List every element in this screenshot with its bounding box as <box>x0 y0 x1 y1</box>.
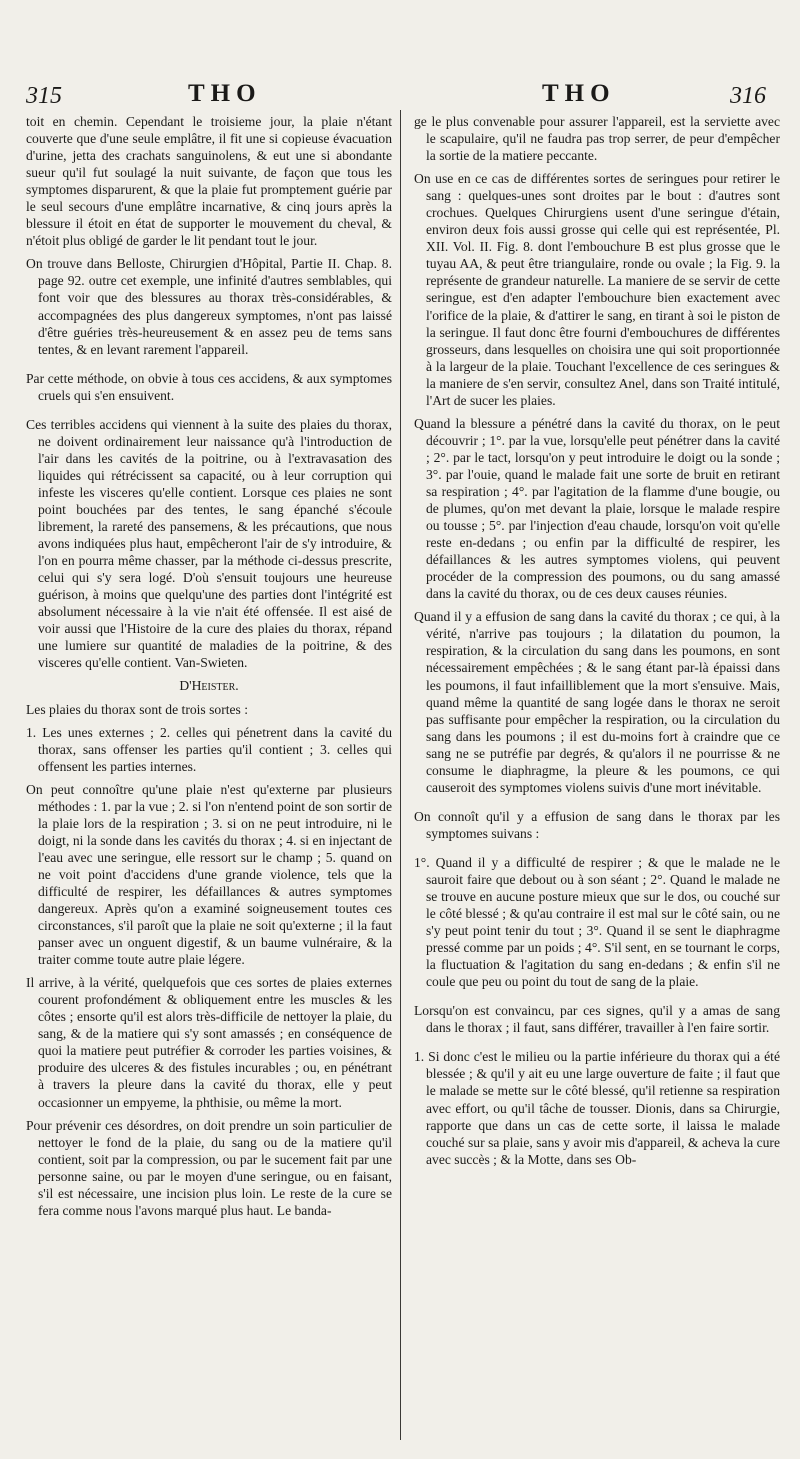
left-running-head: THO <box>188 80 262 107</box>
paragraph: Pour prévenir ces désordres, on doit prendre un soin particulier de nettoyer le fond de la plaie, du sang ou de la matiere qu'il contient, soit par la compression, ou par le sucement fait par une personne saine, ou par le moyen d'une seringue, ou en faisant, s'il est nécessaire, une incision plus loin. Le reste de la cure se fera comme nous l'avons marqué plus haut. Le banda- <box>26 1117 392 1218</box>
right-running-head: THO <box>542 80 616 107</box>
paragraph: On trouve dans Belloste, Chirurgien d'Hôpital, Partie II. Chap. 8. page 92. outre cet exemple, une infinité d'autres semblables, qui font voir que des blessures au thorax très-considérables, & accompagnées des plus dangereux symptomes, n'ont pas laissé d'être guéries très-heureusement & en assez peu de tems sans tentes, & en levant rarement l'appareil. <box>26 256 392 357</box>
paragraph: Quand il y a effusion de sang dans la cavité du thorax ; ce qui, à la vérité, n'arrive pas toujours ; la dilatation du poumon, la respiration, & la circulation du sang dans les poumons, en sont nécessairement empêchées ; & le sang étant par-là épaissi dans les poumons, il faut infailliblement que la mort s'ensuive. Mais, quand même la quantité de sang logée dans le thorax ne seroit pas suffisante pour empêcher la respiration, ou la circulation du sang dans les poumons ; il est du-moins fort à craindre que ce sang ne se putréfie par degrés, & qu'alors il ne pourrisse & ne consume le diaphragme, la pleure & les poumons, ce qui causeroit des symptomes violens suivis d'une mort inévitable. <box>414 609 780 795</box>
paragraph: 1. Les unes externes ; 2. celles qui pénetrent dans la cavité du thorax, sans offenser les parties qu'il contient ; 3. celles qui offensent les parties internes. <box>26 724 392 774</box>
paragraph: Lorsqu'on est convaincu, par ces signes, qu'il y a amas de sang dans le thorax ; il faut, sans différer, travailler à l'en faire sortir. <box>414 1003 780 1036</box>
paragraph: ge le plus convenable pour assurer l'appareil, est la serviette avec le scapulaire, qu'il ne faudra pas trop serrer, de peur d'empêcher la sortie de la matiere peccante. <box>414 114 780 164</box>
paragraph: Quand la blessure a pénétré dans la cavité du thorax, on le peut découvrir ; 1°. par la vue, lorsqu'elle peut pénétrer dans la cavité ; 2°. par le tact, lorsqu'on y peut introduire le doigt ou la sonde ; 3°. par l'ouie, quand le malade fait une sorte de bruit en retirant sa respiration ; 4°. par l'agitation de la flamme d'une bougie, ou de plumes, qu'on met devant la plaie, lorsque le malade respire ou tousse ; 5°. par l'injection d'eau chaude, lorsqu'on voit qu'elle reste en-dedans ; ou enfin par la difficulté de respirer, les défaillances & les autres symptomes violens, qui peuvent procéder de la compression des poumons, ou du sang amassé dans la cavité du thorax, ou de ces deux causes réunies. <box>414 415 780 602</box>
paragraph: On connoît qu'il y a effusion de sang dans le thorax par les symptomes suivans : <box>414 808 780 841</box>
column-divider <box>400 110 401 1440</box>
right-column <box>414 113 780 1174</box>
paragraph: On use en ce cas de différentes sortes de seringues pour retirer le sang : quelques-unes sont droites par le bout : d'autres sont crochues. Quelques Chirurgiens usent d'une seringue d'étain, environ deux fois aussi grosse qui celle qui est représentée, Pl. XII. Vol. II. Fig. 8. dont l'embouchure B est plus grosse que le tuyau AA, & peut être triangulaire, ronde ou ovale ; la Fig. 9. la représente de grandeur naturelle. La maniere de se servir de cette seringue, est d'en adapter l'embouchure bien exactement avec l'orifice de la plaie, & d'attirer le sang, en tirant à soi le piston de la seringue. Il faut donc être fourni d'embouchures de différentes grosseurs, dans lesquelles on choisira une qui soit proportionnée à la largeur de la plaie. Touchant l'excellence de ces seringues & la maniere de s'en servir, consultez Anel, dans son Traité intitulé, l'Art de sucer les plaies. <box>414 171 780 408</box>
paragraph: toit en chemin. Cependant le troisieme jour, la plaie n'étant couverte que d'une seule emplâtre, il fit une si copieuse évacuation d'urine, jetta des crachats sanguinolens, & eut une si abondante sueur qu'il fut soulagé la nuit suivante, de façon que tous les symptomes disparurent, & que la plaie fut promptement guérie par le seul secours d'une emplâtre incarnative, & cinq jours après la blessure il étoit en état de supporter le mouvement du cheval, & n'étoit plus obligé de garder le lit pendant tout le jour. <box>26 114 392 249</box>
left-page-number: 315 <box>26 83 62 109</box>
paragraph: Ces terribles accidens qui viennent à la suite des plaies du thorax, ne doivent ordinairement leur naissance qu'à l'introduction de l'air dans les cavités de la poitrine, ou à l'extravasation des liquides qui rétrécissent sa capacité, ou à leur corruption qui infeste les visceres qu'elle contient. Lorsque ces plaies ne sont point bouchées par des tentes, le sang épanché s'écoule librement, la rareté des pansemens, & les précautions, que nous avons indiquées plus haut, empêcheront l'air de s'y introduire, & l'on en pourra même chasser, par la méthode ci-dessus prescrite, celui qui s'y sera logé. D'où s'ensuit toujours une heureuse guérison, à moins que quelqu'une des parties dont l'intégrité est absolument nécessaire à la vie n'ait été offensée. Il est aisé de voir aussi que l'Histoire de la cure des plaies du thorax, répand une lumiere sur quantité de maladies de la poitrine, & des visceres qu'elle contient. Van-Swieten. <box>26 416 392 671</box>
section-heading: D'Heister. <box>179 678 239 694</box>
paragraph: Les plaies du thorax sont de trois sortes : <box>26 701 248 717</box>
paragraph: On peut connoître qu'une plaie n'est qu'externe par plusieurs méthodes : 1. par la vue ; 2. si l'on n'entend point de son sortir de la plaie lors de la respiration ; 3. si on ne peut introduire, ni le doigt, ni la sonde dans les cavités du thorax ; 4. si en injectant de l'eau avec une seringue, elle ressort sur le champ ; 5. quand on ne voit point d'accidens d'une grande violence, tels que la difficulté de respirer, les défaillances & autres symptomes dangereux. Après qu'on a examiné soigneusement toutes ces circonstances, s'il paroît que la plaie ne soit qu'externe ; il la faut panser avec un onguent digestif, & un baume vulnéraire, & la traiter comme toute autre plaie légere. <box>26 781 392 968</box>
left-column <box>26 113 392 1225</box>
paragraph: Par cette méthode, on obvie à tous ces accidens, & aux symptomes cruels qui s'en ensuivent. <box>26 370 392 403</box>
paragraph: Il arrive, à la vérité, quelquefois que ces sortes de plaies externes courent profondément & obliquement entre les muscles & les côtes ; ensorte qu'il est alors très-difficile de nettoyer la plaie, du sang, & de la matiere qui s'y sont amassés ; en conséquence de quoi la matiere peut putréfier & corroder les parties voisines, & produire des ulceres & des fistules incurables ; ou, en pénétrant à travers la pleure dans la cavité du thorax, elle y peut occasionner un empyeme, la phthisie, ou même la mort. <box>26 975 392 1110</box>
right-page-number: 316 <box>730 83 766 109</box>
paragraph: 1°. Quand il y a difficulté de respirer ; & que le malade ne le sauroit faire que debout ou à son séant ; 2°. Quand le malade ne se trouve en aucune posture mieux que sur le dos, ou couché sur le côté blessé ; & qu'au contraire il est mal sur le côté sain, ou ne s'y peut point tenir du tout ; 3°. Quand il se sent le diaphragme pressé comme par un poids ; 4°. S'il sent, en se tournant le corps, la fluctuation & l'agitation du sang en-dedans ; & enfin s'il ne coule que peu ou point du tout de sang de la plaie. <box>414 854 780 990</box>
paragraph: 1. Si donc c'est le milieu ou la partie inférieure du thorax qui a été blessée ; & qu'il y ait eu une large ouverture de faite ; il faut que le malade se mette sur le côté blessé, qu'il retienne sa respiration avec effort, ou qu'il tâche de tousser. Dionis, dans sa Chirurgie, rapporte que dans un cas de cette sorte, il laissa le malade couché sur sa plaie, sans y avoir mis d'appareil, & acheva la cure avec succès ; & la Motte, dans ses Ob- <box>414 1049 780 1167</box>
